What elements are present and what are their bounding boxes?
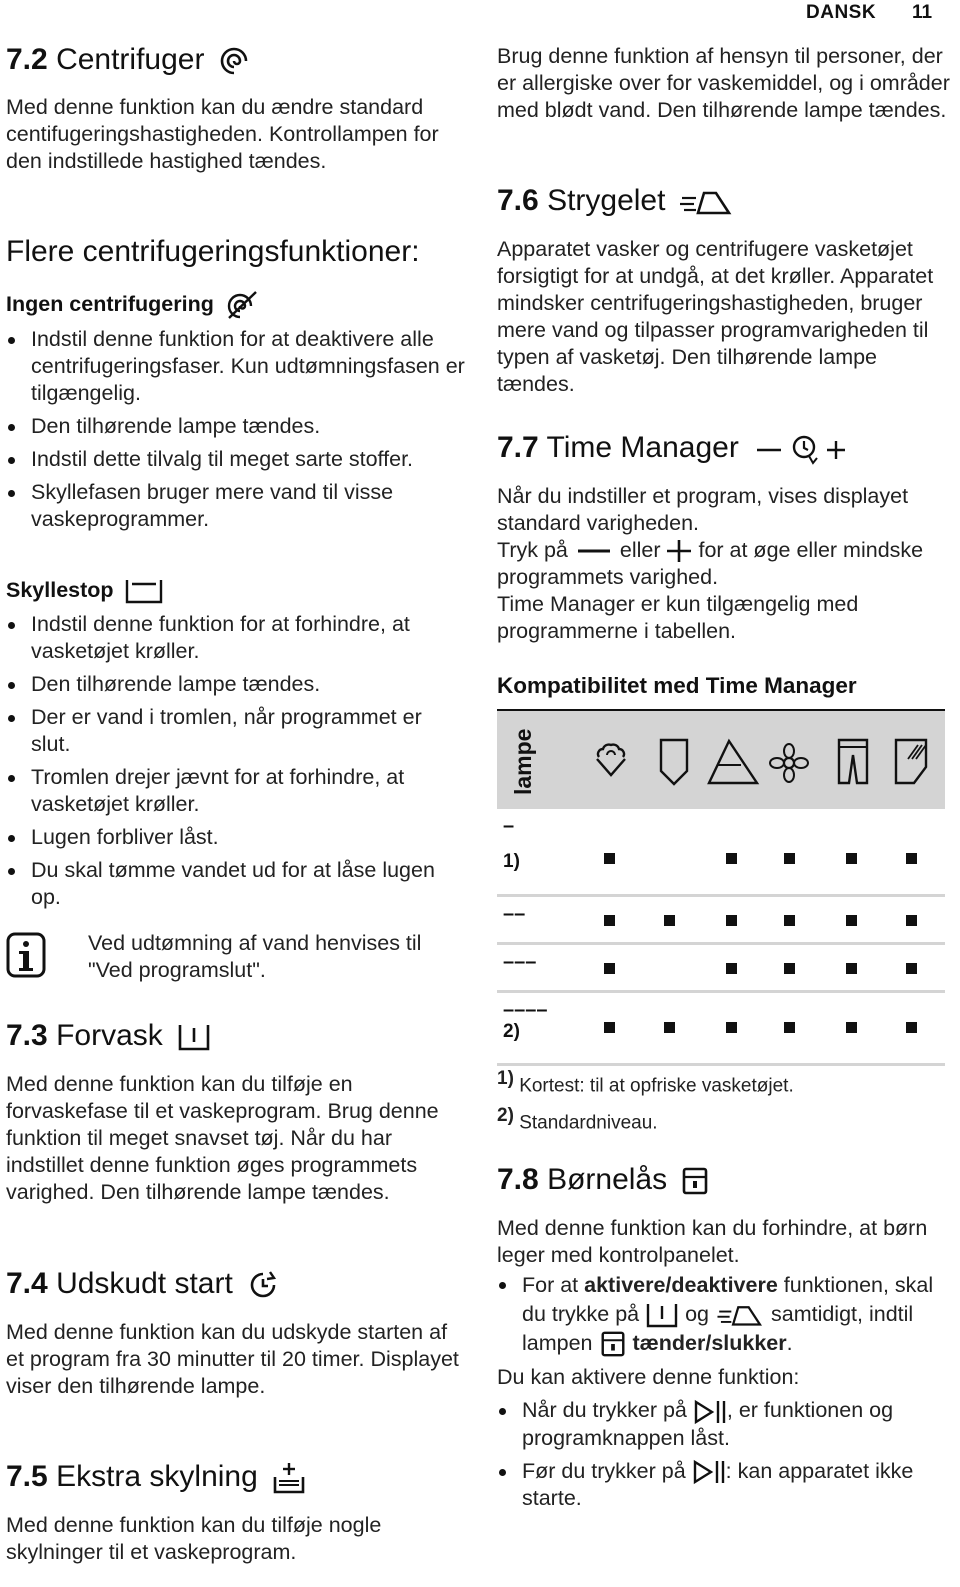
compatible-mark xyxy=(604,1022,615,1033)
section-title: 7.7 Time Manager xyxy=(497,430,952,466)
section-7-4 xyxy=(6,1266,466,1302)
section-7-8 xyxy=(497,1162,952,1198)
plus-icon xyxy=(666,539,692,563)
compatible-mark xyxy=(664,1022,675,1033)
table-row xyxy=(497,897,945,945)
synthetics-icon xyxy=(657,737,691,787)
compatible-mark xyxy=(784,1022,795,1033)
header-language: DANSK xyxy=(806,2,877,23)
jeans-icon xyxy=(835,737,871,787)
list-item: For at aktivere/deaktivere funktionen, skal du trykke på og samtidigt, indtil lampen tænder/slukker. xyxy=(497,1271,952,1358)
prewash-icon xyxy=(645,1302,679,1328)
rinse-hold-heading: Skyllestop xyxy=(6,576,466,605)
table-footnotes xyxy=(497,1068,952,1135)
compatible-mark xyxy=(604,963,615,974)
section-7-5-body: Med denne funktion kan du tilføje nogle skylninger til et vaskeprogram. xyxy=(6,1513,382,1564)
child-lock-icon xyxy=(599,1330,627,1358)
compatible-mark xyxy=(784,853,795,864)
minus-icon xyxy=(574,544,614,558)
section-7-5 xyxy=(6,1459,466,1495)
table-row xyxy=(497,809,945,897)
row-footnote-ref: 1) xyxy=(503,851,520,872)
child-lock-icon xyxy=(681,1166,709,1196)
list-item: Den tilhørende lampe tændes. xyxy=(6,413,466,440)
footnote: $^{2)}$ Standardniveau. xyxy=(497,1105,658,1134)
no-spin-block xyxy=(6,290,466,320)
row-level-label: – xyxy=(503,815,515,837)
list-item: Indstil dette tilvalg til meget sarte stoffer. xyxy=(6,446,466,473)
compatible-mark xyxy=(784,915,795,926)
table-row xyxy=(497,993,945,1066)
list-item: Lugen forbliver låst. xyxy=(6,824,466,851)
section-7-7-body-3: Time Manager er kun tilgængelig med programmerne i tabellen. xyxy=(497,592,859,643)
info-icon xyxy=(6,932,46,978)
easy-iron-icon xyxy=(715,1302,765,1328)
section-7-3-body: Med denne funktion kan du tilføje en forvaskefase til et vaskeprogram. Brug denne funktion til meget snavset tøj. Når du har indstillet denne funktion øges programmets varighed. Den tilhørende lampe tændes. xyxy=(6,1072,439,1204)
child-lock-list-2 xyxy=(497,1397,952,1512)
child-lock-list xyxy=(497,1271,952,1358)
compatible-mark xyxy=(906,1022,917,1033)
row-level-label: ––– xyxy=(503,951,537,973)
compatible-mark xyxy=(726,963,737,974)
wool-icon xyxy=(767,741,811,785)
table-header-label: lampe xyxy=(510,728,536,795)
compatible-mark xyxy=(846,915,857,926)
no-spin-heading: Ingen centrifugering xyxy=(6,290,466,320)
section-7-6-body: Apparatet vasker og centrifugere vasketøjet forsigtigt for at undgå, at det krøller. Apparatet mindsker centrifugeringshastigheden, bruger mere vand og tilpasser programvarigheden til typen af vasketøj. Den tilhørende lampe tændes. xyxy=(497,237,934,396)
rinse-hold-list xyxy=(6,611,466,911)
row-level-label: –––– xyxy=(503,999,548,1021)
list-item: Indstil denne funktion for at deaktivere alle centrifugeringsfaser. Kun udtømningsfasen er tilgængelig. xyxy=(6,326,466,407)
table-header xyxy=(497,709,945,811)
info-note-text: Ved udtømning af vand henvises til "Ved programslut". xyxy=(88,931,422,982)
section-7-7-body-1: Når du indstiller et program, vises displayet standard varigheden. xyxy=(497,484,909,535)
delay-start-icon xyxy=(247,1269,279,1301)
easy-iron-icon xyxy=(680,187,732,217)
section-title: 7.6 Strygelet xyxy=(497,183,952,219)
section-7-2 xyxy=(6,42,466,78)
row-level-label: –– xyxy=(503,903,526,925)
no-spin-icon xyxy=(224,290,260,320)
list-item: Før du trykker på : kan apparatet ikke starte. xyxy=(497,1458,952,1512)
mixed-icon xyxy=(892,737,930,787)
section-title: 7.8 Børnelås xyxy=(497,1162,952,1198)
compatible-mark xyxy=(906,853,917,864)
compatible-mark xyxy=(846,1022,857,1033)
section-title: 7.2 Centrifuger xyxy=(6,42,466,78)
section-7-4-body: Med denne funktion kan du udskyde starten af et program fra 30 minutter til 20 timer. Displayet viser den tilhørende lampe. xyxy=(6,1320,459,1398)
compatible-mark xyxy=(906,963,917,974)
extra-rinse-icon xyxy=(272,1461,306,1495)
list-item: Du skal tømme vandet ud for at låse lugen op. xyxy=(6,857,466,911)
table-title: Kompatibilitet med Time Manager xyxy=(497,673,857,698)
compatible-mark xyxy=(906,915,917,926)
section-7-7-body-2: Tryk på eller for at øge eller mindske programmets varighed. xyxy=(497,538,924,589)
section-title: 7.5 Ekstra skylning xyxy=(6,1459,466,1495)
compatible-mark xyxy=(846,853,857,864)
footnote: $^{1)}$ Kortest: til at opfriske vasketøjet. xyxy=(497,1068,794,1097)
compatible-mark xyxy=(604,915,615,926)
compatible-mark xyxy=(664,915,675,926)
more-spin-heading: Flere centrifugeringsfunktioner: xyxy=(6,235,420,268)
row-footnote-ref: 2) xyxy=(503,1021,520,1042)
section-7-8-mid: Du kan aktivere denne funktion: xyxy=(497,1365,800,1390)
rinse-hold-icon xyxy=(124,577,164,605)
section-title: 7.3 Forvask xyxy=(6,1018,466,1054)
list-item: Skyllefasen bruger mere vand til visse vaskeprogrammer. xyxy=(6,479,466,533)
compatible-mark xyxy=(784,963,795,974)
cotton-icon xyxy=(589,739,633,783)
list-item: Indstil denne funktion for at forhindre, at vasketøjet krøller. xyxy=(6,611,466,665)
table-row xyxy=(497,945,945,993)
no-spin-list xyxy=(6,326,466,533)
section-title: 7.4 Udskudt start xyxy=(6,1266,466,1302)
section-7-2-body: Med denne funktion kan du ændre standard centifugeringshastigheden. Kontrollampen for den indstillede hastighed tændes. xyxy=(6,95,439,173)
compatible-mark xyxy=(846,963,857,974)
spin-icon xyxy=(219,46,249,76)
list-item: Der er vand i tromlen, når programmet er slut. xyxy=(6,704,466,758)
section-7-3 xyxy=(6,1018,466,1054)
header-page-number: 11 xyxy=(912,2,933,23)
prewash-icon xyxy=(177,1022,211,1052)
info-note xyxy=(6,930,466,984)
compatible-mark xyxy=(726,1022,737,1033)
section-7-6 xyxy=(497,183,952,219)
start-pause-icon xyxy=(692,1459,726,1485)
start-pause-icon xyxy=(693,1399,727,1425)
rinse-hold-block xyxy=(6,576,466,605)
compatible-mark xyxy=(726,915,737,926)
time-manager-icon xyxy=(755,432,847,466)
list-item: Når du trykker på , er funktionen og programknappen låst. xyxy=(497,1397,952,1451)
time-manager-table xyxy=(497,709,945,1069)
compatible-mark xyxy=(726,853,737,864)
list-item: Tromlen drejer jævnt for at forhindre, at vasketøjet krøller. xyxy=(6,764,466,818)
delicates-icon xyxy=(705,737,761,787)
section-7-5-continued: Brug denne funktion af hensyn til personer, der er allergiske over for vaskemiddel, og i områder med blødt vand. Den tilhørende lampe tændes. xyxy=(497,44,950,122)
list-item: Den tilhørende lampe tændes. xyxy=(6,671,466,698)
compatible-mark xyxy=(604,853,615,864)
section-7-8-body: Med denne funktion kan du forhindre, at børn leger med kontrolpanelet. xyxy=(497,1216,928,1267)
section-7-7 xyxy=(497,430,952,466)
